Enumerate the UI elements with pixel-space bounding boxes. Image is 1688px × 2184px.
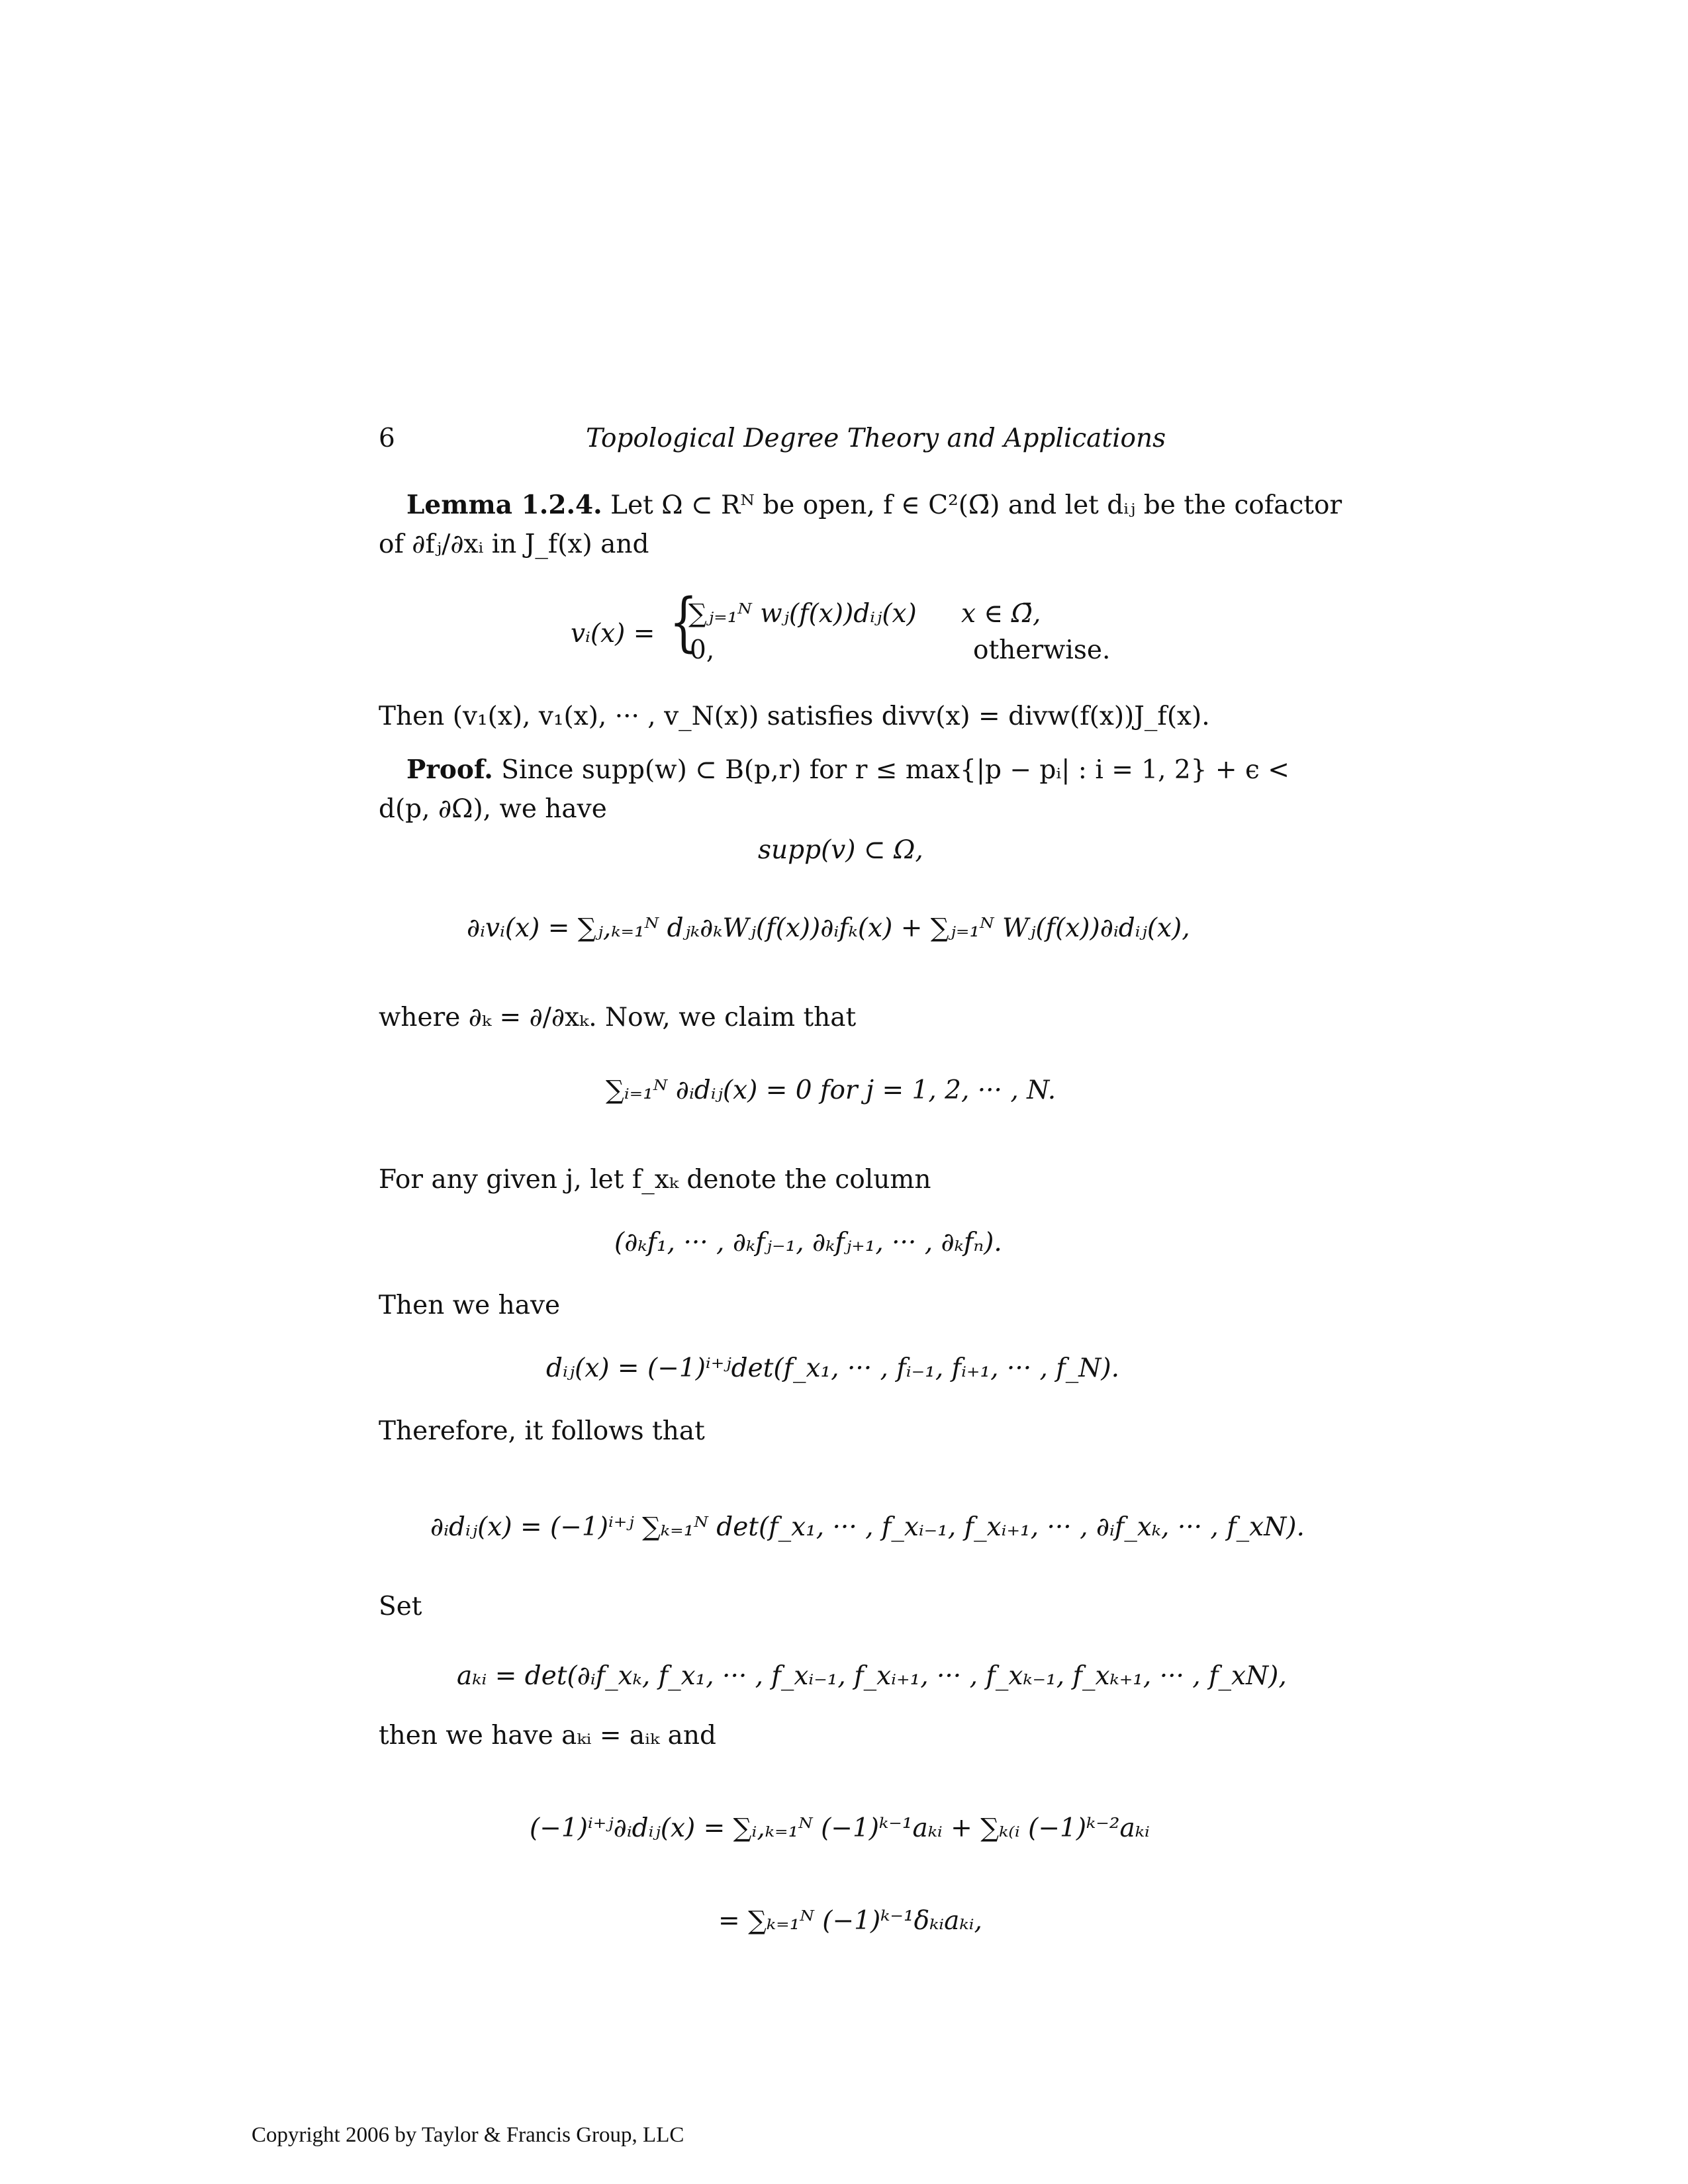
lemma-statement-1: Let Ω ⊂ Rᴺ be open, f ∈ C²(Ω̄) and let dᵢⱼ be the cofactor: [610, 490, 1342, 520]
aki-equation: aₖᵢ = det(∂ᵢf_xₖ, f_x₁, ··· , f_xᵢ₋₁, f_xᵢ₊₁, ··· , f_xₖ₋₁, f_xₖ₊₁, ··· , f_xN),: [457, 1661, 1287, 1691]
set-text: Set: [379, 1592, 422, 1621]
then-aki-text: then we have aₖᵢ = aᵢₖ and: [379, 1721, 716, 1751]
lemma-line-1: [406, 490, 1342, 520]
lemma-line-2: of ∂fⱼ/∂xᵢ in J_f(x) and: [379, 529, 649, 559]
claim-equation: ∑ᵢ₌₁ᴺ ∂ᵢdᵢⱼ(x) = 0 for j = 1, 2, ··· , N.: [606, 1075, 1056, 1105]
for-any-text: For any given j, let f_xₖ denote the column: [379, 1165, 931, 1195]
vi-case1-expr: ∑ⱼ₌₁ᴺ wⱼ(f(x))dᵢⱼ(x): [688, 599, 917, 629]
running-title: Topological Degree Theory and Applications: [586, 424, 1166, 453]
proof-label: Proof.: [406, 754, 493, 785]
vi-case1-cond: x ∈ Ω̄,: [961, 599, 1041, 629]
therefore-text: Therefore, it follows that: [379, 1416, 705, 1446]
then-satisfies: Then (v₁(x), v₁(x), ··· , v_N(x)) satisfies divv(x) = divw(f(x))J_f(x).: [379, 702, 1210, 731]
dvi-equation: ∂ᵢvᵢ(x) = ∑ⱼ,ₖ₌₁ᴺ dⱼₖ∂ₖWⱼ(f(x))∂ᵢfₖ(x) + ∑ⱼ₌₁ᴺ Wⱼ(f(x))∂ᵢdᵢⱼ(x),: [467, 913, 1190, 943]
vi-case2-expr: 0,: [690, 635, 715, 665]
final-equation-2: = ∑ₖ₌₁ᴺ (−1)ᵏ⁻¹δₖᵢaₖᵢ,: [718, 1906, 982, 1936]
vi-lhs: vᵢ(x) =: [571, 619, 655, 649]
didij-equation: ∂ᵢdᵢⱼ(x) = (−1)ⁱ⁺ʲ ∑ₖ₌₁ᴺ det(f_x₁, ··· , f_xᵢ₋₁, f_xᵢ₊₁, ··· , ∂ᵢf_xₖ, ··· , f_xN).: [430, 1512, 1305, 1542]
where-text: where ∂ₖ = ∂/∂xₖ. Now, we claim that: [379, 1003, 857, 1032]
proof-statement-1: Since supp(w) ⊂ B(p,r) for r ≤ max{|p − pᵢ| : i = 1, 2} + ϵ <: [501, 755, 1289, 785]
lemma-label: Lemma 1.2.4.: [406, 490, 602, 520]
cases-brace: {: [669, 585, 698, 659]
vi-case2-cond: otherwise.: [973, 635, 1111, 665]
copyright-footer: Copyright 2006 by Taylor & Francis Group, LLC: [252, 2123, 684, 2147]
then-we-have-text: Then we have: [379, 1291, 561, 1320]
proof-line-2: d(p, ∂Ω), we have: [379, 794, 607, 824]
dij-equation: dᵢⱼ(x) = (−1)ⁱ⁺ʲdet(f_x₁, ··· , fᵢ₋₁, fᵢ₊₁, ··· , f_N).: [546, 1353, 1119, 1383]
page-number: 6: [379, 424, 395, 453]
final-equation-1: (−1)ⁱ⁺ʲ∂ᵢdᵢⱼ(x) = ∑ᵢ,ₖ₌₁ᴺ (−1)ᵏ⁻¹aₖᵢ + ∑ₖ₍ᵢ (−1)ᵏ⁻²aₖᵢ: [530, 1813, 1150, 1843]
column-equation: (∂ₖf₁, ··· , ∂ₖfⱼ₋₁, ∂ₖfⱼ₊₁, ··· , ∂ₖfₙ).: [614, 1228, 1002, 1257]
supp-equation: supp(v) ⊂ Ω,: [758, 835, 923, 865]
proof-line-1: [406, 754, 1289, 785]
